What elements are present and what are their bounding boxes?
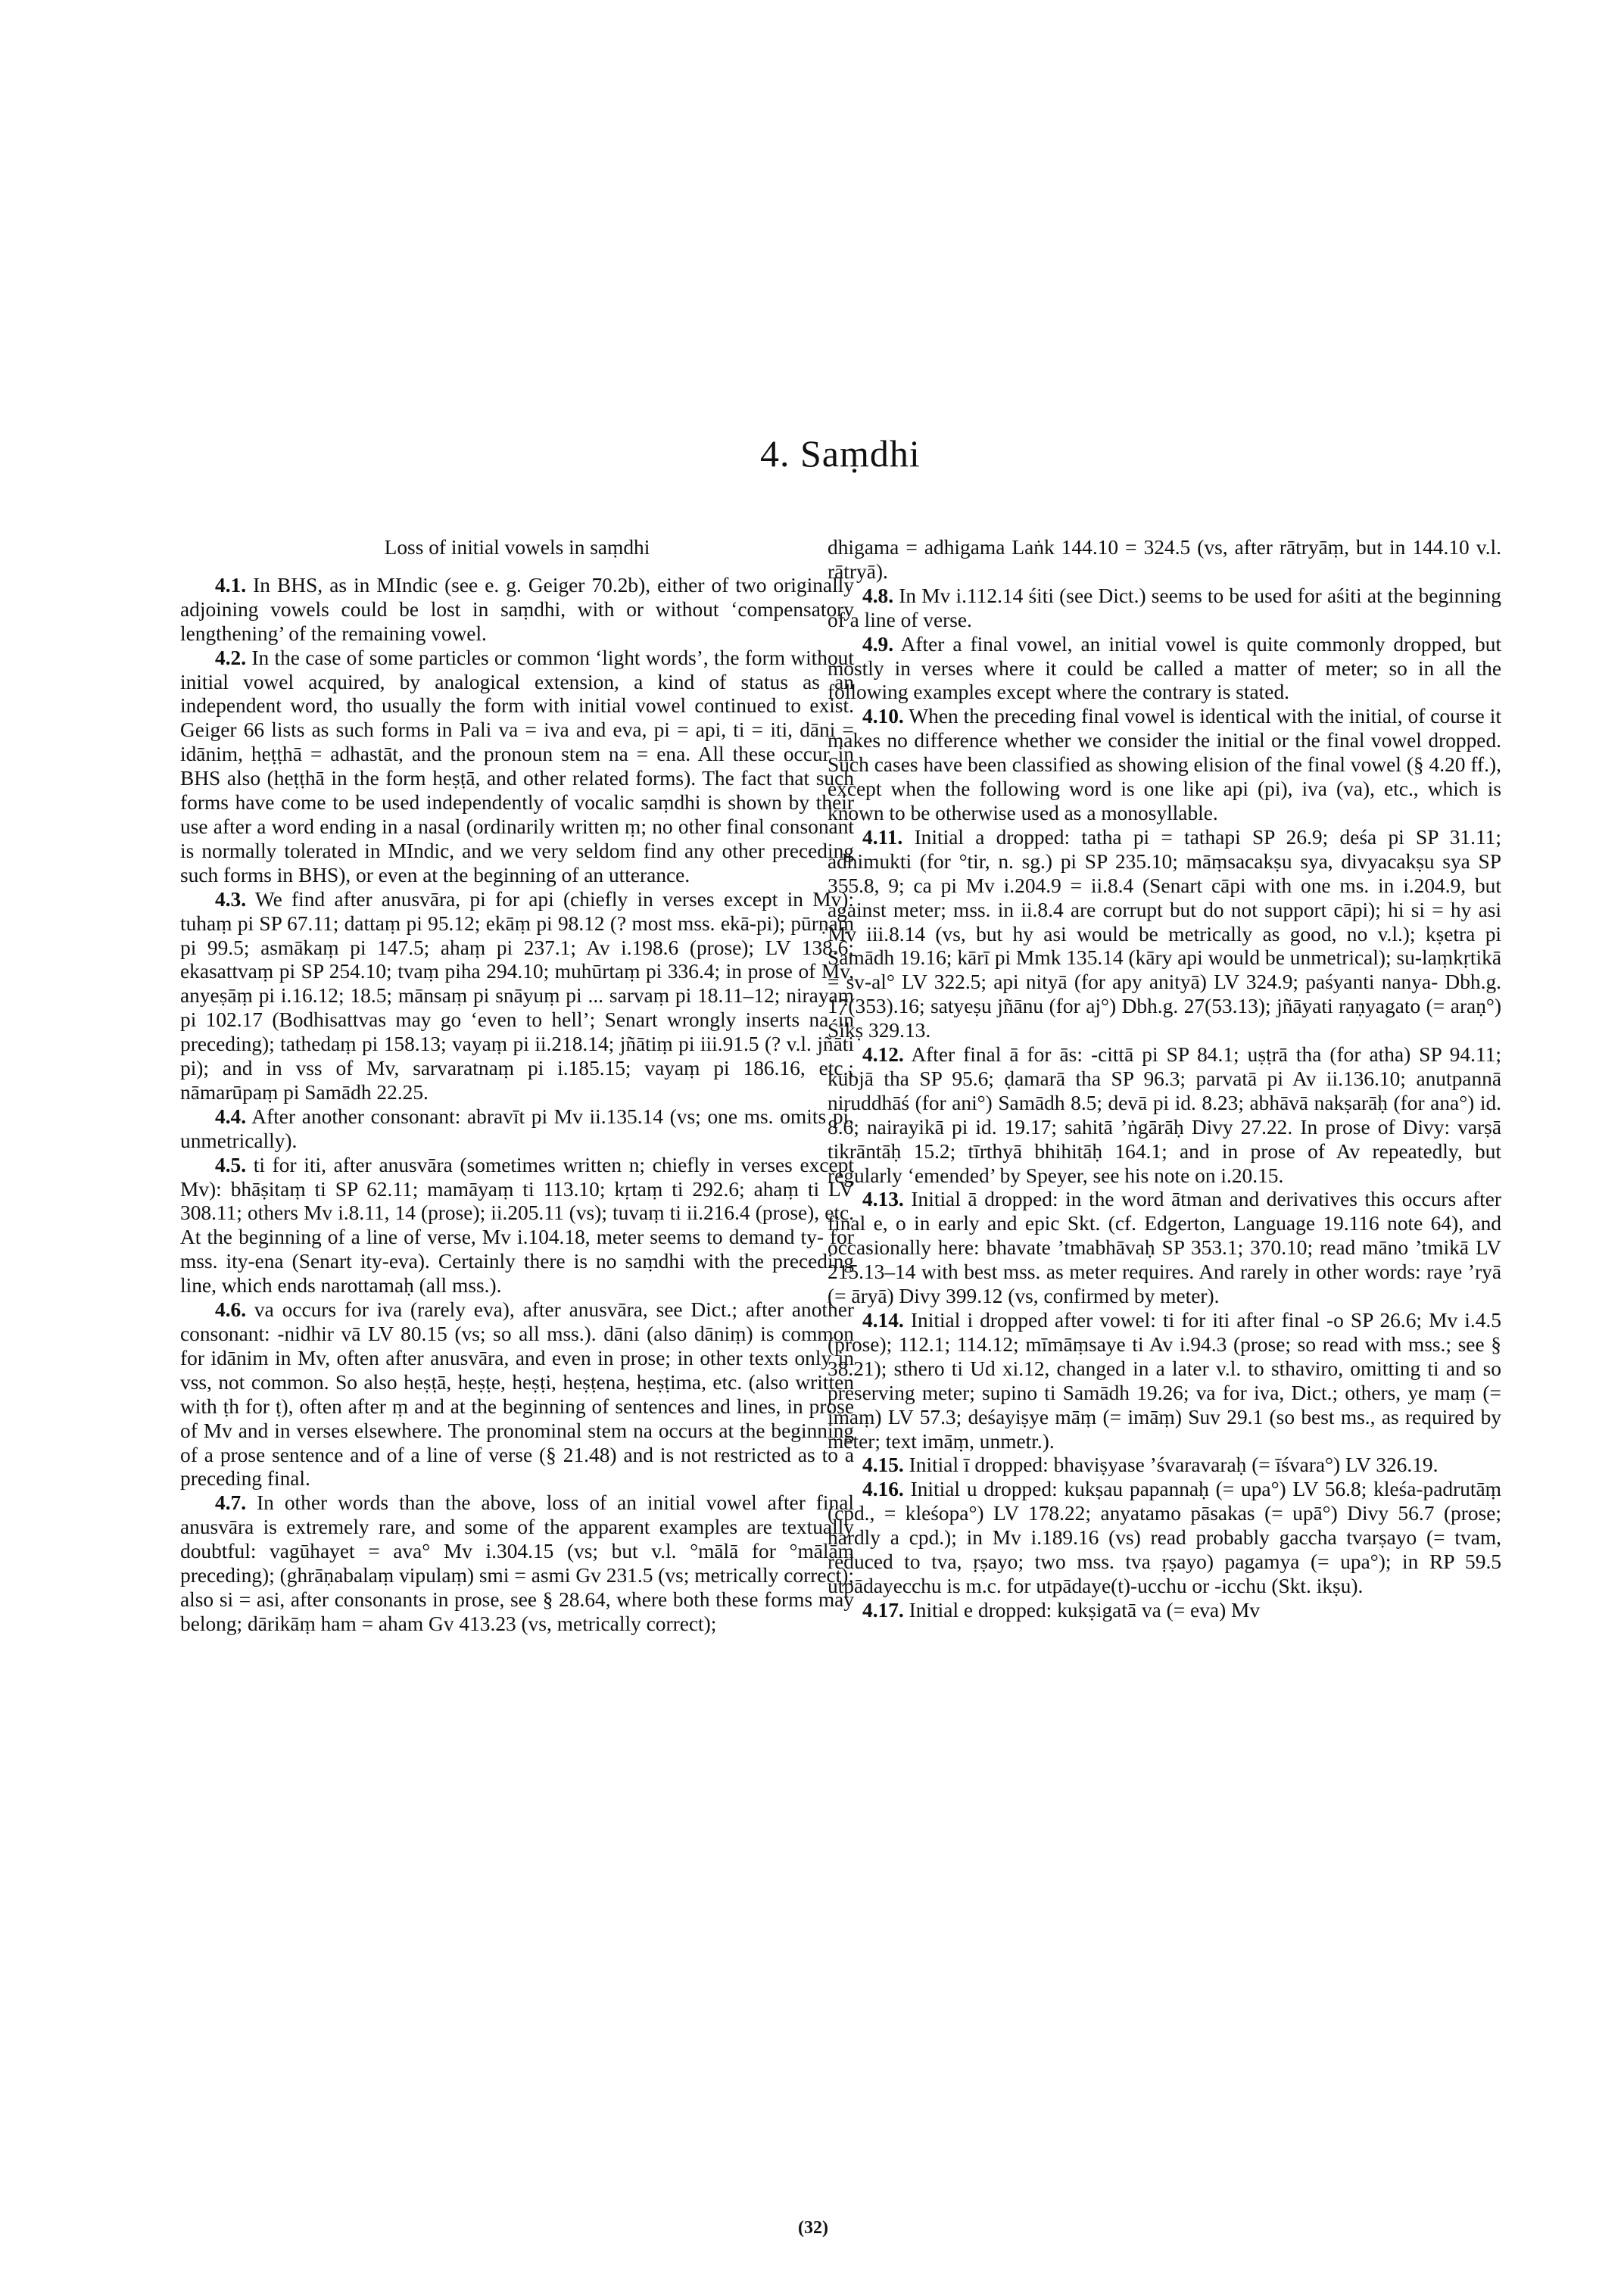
paragraph: [180, 646, 854, 888]
paragraph-text: Initial a dropped: tatha pi = tathapi SP 26.9; deśa pi SP 31.11; adhimukti (for °tir, n. sg.) pi SP 235.10; māṃsacakṣu sya, divyacakṣu sya SP 355.8, 9; ca pi Mv i.204.9 = ii.8.4 (Senart cāpi with one ms. in i.204.9, but against meter; mss. in ii.8.4 are corrupt but do not support cāpi); hi si = hy asi Mv iii.8.14 (vs, but hy asi would be metrically as good, no v.l.); kṣetra pi Samādh 19.16; kārī pi Mmk 135.14 (kāry api would be unmetrical); su-laṃkṛtikā = sv-al° LV 322.5; api nityā (for apy anityā) LV 324.9; paśyanti nanya- Dbh.g. 17(353).16; satyeṣu jñānu (for aj°) Dbh.g. 27(53.13); jñāyati raṇyagato (= araṇ°) Śikṣ 329.13.: [828, 825, 1501, 1042]
paragraph: [828, 705, 1501, 826]
paragraph-text: We find after anusvāra, pi for api (chiefly in verses except in Mv): tuhaṃ pi SP 67.11; dattaṃ pi 95.12; ekāṃ pi 98.12 (? most mss. ekā-pi); pūrṇaṃ pi 99.5; asmākaṃ pi 147.5; ahaṃ pi 237.1; Av i.198.6 (prose); LV 138.6; ekasattvaṃ pi SP 254.10; tvaṃ piha 294.10; muhūrtaṃ pi 336.4; in prose of Mv, anyeṣāṃ pi i.16.12; 18.5; mānsaṃ pi snāyuṃ pi ... sarvaṃ pi 18.11–12; nirayaṃ pi 102.17 (Bodhisattvas may go ‘even to hell’; Senart wrongly inserts na in preceding); tathedaṃ pi 158.13; vayaṃ pi ii.218.14; jñātiṃ pi iii.91.5 (? v.l. jñāti pi); and in vss of Mv, sarvaratnaṃ pi i.185.15; vayaṃ pi 186.16, etc.; nāmarūpaṃ pi Samādh 22.25.: [180, 887, 854, 1104]
paragraph-number: 4.12.: [862, 1043, 904, 1067]
chapter-title: 4. Saṃdhi: [760, 432, 921, 475]
left-paragraphs: [180, 574, 854, 1637]
right-paragraphs: [828, 536, 1501, 1623]
paragraph-text: Initial ī dropped: bhaviṣyase ’śvaravaraḥ (= īśvara°) LV 326.19.: [909, 1453, 1439, 1477]
paragraph-number: 4.13.: [862, 1188, 904, 1211]
paragraph-number: 4.11.: [862, 825, 903, 849]
paragraph-text: In the case of some particles or common ‘light words’, the form without initial vowel acquired, by analogical extension, a kind of status as an independent word, tho usually the form with initial vowel continued to exist. Geiger 66 lists as such forms in Pali va = iva and eva, pi = api, ti = iti, dāni = idānim, heṭṭhā = adhastāt, and the pronoun stem na = ena. All these occur in BHS also (heṭṭhā in the form heṣṭā, and other related forms). The fact that such forms have come to be used independently of vocalic saṃdhi is shown by their use after a word ending in a nasal (ordinarily written ṃ; no other final consonant is normally tolerated in MIndic, and we very seldom find any other preceding such forms in BHS), or even at the beginning of an utterance.: [180, 646, 854, 886]
paragraph: [828, 1043, 1501, 1188]
paragraph: [828, 1599, 1501, 1623]
section-heading: Loss of initial vowels in saṃdhi: [384, 536, 650, 559]
paragraph-number: 4.17.: [862, 1598, 904, 1622]
paragraph: [828, 1188, 1501, 1309]
paragraph: [180, 574, 854, 646]
paragraph: [828, 1453, 1501, 1478]
paragraph-text: Initial ā dropped: in the word ātman and derivatives this occurs after final e, o in early and epic Skt. (cf. Edgerton, Language 19.116 note 64), and occasionally here: bhavate ’tmabhāvaḥ SP 353.1; 370.10; read māno ’tmikā LV 215.13–14 with best mss. as meter requires. And rarely in other words: raye ’ryā (= āryā) Divy 399.12 (vs, confirmed by meter).: [828, 1188, 1501, 1308]
paragraph-number: 4.5.: [215, 1153, 247, 1176]
paragraph-number: 4.6.: [215, 1298, 247, 1322]
paragraph-text: After a final vowel, an initial vowel is quite commonly dropped, but mostly in verses where it could be called a matter of meter; so in all the following examples except where the contrary is stated.: [828, 632, 1502, 704]
paragraph: [180, 888, 854, 1105]
paragraph-text: After final ā for ās: -cittā pi SP 84.1; uṣṭrā tha (for atha) SP 94.11; kubjā tha SP 95.6; ḍamarā tha SP 96.3; parvatā pi Av ii.136.10; anutpannā niruddhāś (for ani°) Samādh 8.5; devā pi id. 8.23; abhāvā nakṣarāḥ (for ana°) id. 8.6; nairayikā pi id. 19.17; sahitā ’ṅgārāḥ Divy 27.22. In prose of Divy: varṣā tikrāntāḥ 15.2; tīrthyā bhihitāḥ 164.1; and in prose of Av repeatedly, but regularly ‘emended’ by Speyer, see his note on i.20.15.: [828, 1043, 1501, 1187]
paragraph-number: 4.2.: [215, 646, 247, 669]
paragraph: [828, 1478, 1501, 1599]
paragraph-number: 4.7.: [215, 1491, 247, 1515]
left-column: [180, 536, 854, 1637]
paragraph: [180, 1298, 854, 1491]
paragraph-text: Initial u dropped: kukṣau papannaḥ (= upa°) LV 56.8; kleśa-padrutāṃ (cpd., = kleśopa°) LV 178.22; anyatamo pāsakas (= upā°) Divy 56.7 (prose; hardly a cpd.); in Mv i.189.16 (vs) read probably gaccha tvarṣayo (= tvam, reduced to tva, ṛṣayo; two mss. tva ṛṣayo) pagamya (= upa°); in RP 59.5 utpādayecchu is m.c. for utpādaye(t)-ucchu or -icchu (Skt. ikṣu).: [828, 1478, 1501, 1597]
paragraph: [828, 536, 1501, 584]
paragraph-text: dhigama = adhigama Laṅk 144.10 = 324.5 (vs, after rātryāṃ, but in 144.10 v.l. rātryā).: [828, 536, 1501, 583]
paragraph-text: In other words than the above, loss of an initial vowel after final anusvāra is extremely rare, and some of the apparent examples are textually doubtful: vagūhayet = ava° Mv i.304.15 (vs; but v.l. °mālā for °mālāṃ preceding); (ghrāṇabalaṃ vipulaṃ) smi = asmi Gv 231.5 (vs; metrically correct); also si = asi, after consonants in prose, see § 28.64, where both these forms may belong; dārikāṃ ham = aham Gv 413.23 (vs, metrically correct);: [180, 1491, 854, 1635]
paragraph: [180, 1491, 854, 1636]
paragraph-text: In Mv i.112.14 śiti (see Dict.) seems to be used for aśiti at the beginning of a line of verse.: [828, 584, 1501, 631]
paragraph-number: 4.14.: [862, 1309, 904, 1332]
paragraph-number: 4.16.: [862, 1478, 904, 1501]
paragraph-text: Initial i dropped after vowel: ti for iti after final -o SP 26.6; Mv i.4.5 (prose); 112.1; 114.12; mīmāṃsaye ti Av i.94.3 (prose; so read with mss.; see § 38.21); sthero ti Ud xi.12, changed in a later v.l. to sthaviro, omitting ti and so preserving meter; supino ti Samādh 19.26; va for iva, Dict.; others, ye maṃ (= imaṃ) LV 57.3; deśayiṣye māṃ (= imāṃ) Suv 29.1 (so best ms., as required by meter; text imāṃ, unmetr.).: [828, 1309, 1501, 1453]
paragraph-number: 4.9.: [862, 632, 894, 656]
paragraph-text: Initial e dropped: kukṣigatā va (= eva) Mv: [909, 1598, 1261, 1622]
paragraph-number: 4.3.: [215, 887, 247, 911]
paragraph-number: 4.1.: [215, 573, 247, 597]
paragraph: [828, 826, 1501, 1043]
paragraph-number: 4.10.: [862, 705, 904, 728]
paragraph: [180, 1154, 854, 1298]
paragraph: [828, 584, 1501, 633]
paragraph-text: va occurs for iva (rarely eva), after anusvāra, see Dict.; after another consonant: -nidhir vā LV 80.15 (vs; so all mss.). dāni (also dāniṃ) is common for idānim in Mv, often after anusvāra, and even in prose; in other texts only in vss, not common. So also heṣṭā, heṣṭe, heṣṭi, heṣṭena, heṣṭima, etc. (also written with ṭh for ṭ), often after ṃ and at the beginning of sentences and lines, in prose of Mv and in verses elsewhere. The pronominal stem na occurs at the beginning of a prose sentence and of a line of verse (§ 21.48) and is not restricted as to a preceding final.: [180, 1298, 854, 1491]
paragraph: [828, 633, 1501, 706]
paragraph-text: ti for iti, after anusvāra (sometimes written n; chiefly in verses except Mv): bhāṣitaṃ ti SP 62.11; mamāyaṃ ti 113.10; kṛtaṃ ti 292.6; ahaṃ ti LV 308.11; others Mv i.8.11, 14 (prose); ii.205.11 (vs); tuvaṃ ti ii.216.4 (prose), etc. At the beginning of a line of verse, Mv i.104.18, meter seems to demand ty- for mss. ity-ena (Senart ity-eva). Certainly there is no saṃdhi with the preceding line, which ends narottamaḥ (all mss.).: [180, 1153, 854, 1298]
paragraph-text: When the preceding final vowel is identical with the initial, of course it makes no difference whether we consider the initial or the final vowel dropped. Such cases have been classified as showing elision of the final vowel (§ 4.20 ff.), except when the following word is one like api (pi), iva (va), etc., which is known to be otherwise used as a monosyllable.: [828, 705, 1501, 824]
paragraph-number: 4.8.: [862, 584, 894, 607]
right-column: [828, 536, 1501, 1623]
paragraph-text: In BHS, as in MIndic (see e. g. Geiger 70.2b), either of two originally adjoining vowels could be lost in saṃdhi, with or without ‘compensatory lengthening’ of the remaining vowel.: [180, 573, 854, 645]
paragraph-number: 4.15.: [862, 1453, 904, 1477]
paragraph: [828, 1309, 1501, 1453]
page-number: (32): [798, 2218, 828, 2238]
paragraph-number: 4.4.: [215, 1104, 247, 1128]
paragraph: [180, 1105, 854, 1154]
paragraph-text: After another consonant: abravīt pi Mv ii.135.14 (vs; one ms. omits pi, unmetrically).: [180, 1104, 854, 1152]
